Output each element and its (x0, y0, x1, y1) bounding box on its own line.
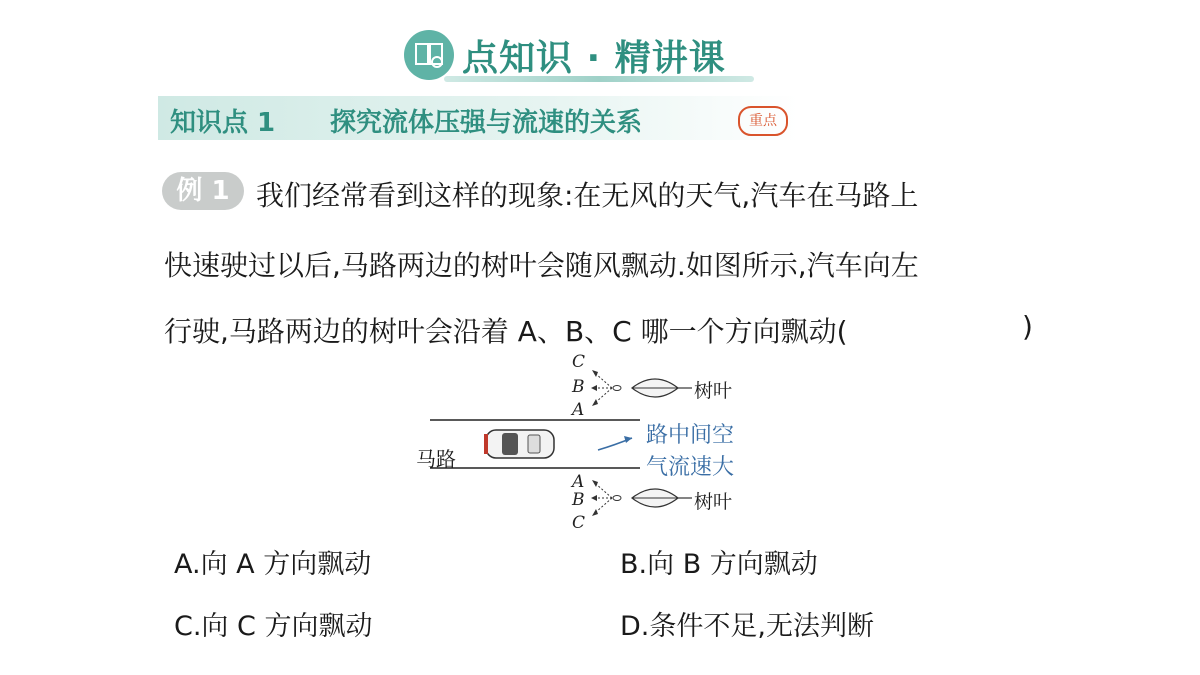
key-point-badge: 重点 (738, 106, 788, 136)
car-icon (484, 430, 554, 458)
label-bottom-a: A (572, 472, 585, 492)
header-title: 点知识 · 精讲课 (462, 38, 726, 79)
leaf-label-bottom: 树叶 (694, 491, 733, 513)
top-leaf-icon (632, 379, 692, 397)
section-header (404, 26, 754, 86)
road-diagram (410, 350, 750, 540)
knowledge-point-bar (158, 96, 798, 140)
option-a[interactable]: A.向 A 方向飘动 (174, 549, 372, 580)
bottom-leaf-icon (632, 489, 692, 507)
label-bottom-c: C (572, 513, 586, 533)
label-top-a: A (572, 400, 585, 420)
example-badge: 例 1 (162, 172, 244, 210)
option-b[interactable]: B.向 B 方向飘动 (620, 549, 818, 580)
annotation-line-1: 路中间空 (646, 423, 735, 448)
knowledge-point-title: 探究流体压强与流速的关系 (330, 108, 643, 138)
label-top-c: C (572, 352, 586, 372)
book-icon (404, 30, 454, 80)
annotation-line-2: 气流速大 (646, 455, 735, 480)
label-top-b: B (572, 377, 585, 397)
question-line-1: 我们经常看到这样的现象:在无风的天气,汽车在马路上 (256, 179, 919, 212)
question-line-2: 快速驶过以后,马路两边的树叶会随风飘动.如图所示,汽车向左 (164, 249, 919, 282)
leaf-label-top: 树叶 (694, 380, 733, 402)
option-c[interactable]: C.向 C 方向飘动 (174, 611, 373, 642)
answer-bracket-close: ) (1022, 310, 1033, 343)
road-label: 马路 (416, 447, 456, 471)
option-d[interactable]: D.条件不足,无法判断 (620, 611, 874, 642)
label-bottom-b: B (572, 490, 585, 510)
question-line-3: 行驶,马路两边的树叶会沿着 A、B、C 哪一个方向飘动( (164, 315, 848, 348)
knowledge-point-label: 知识点 1 (170, 108, 276, 138)
